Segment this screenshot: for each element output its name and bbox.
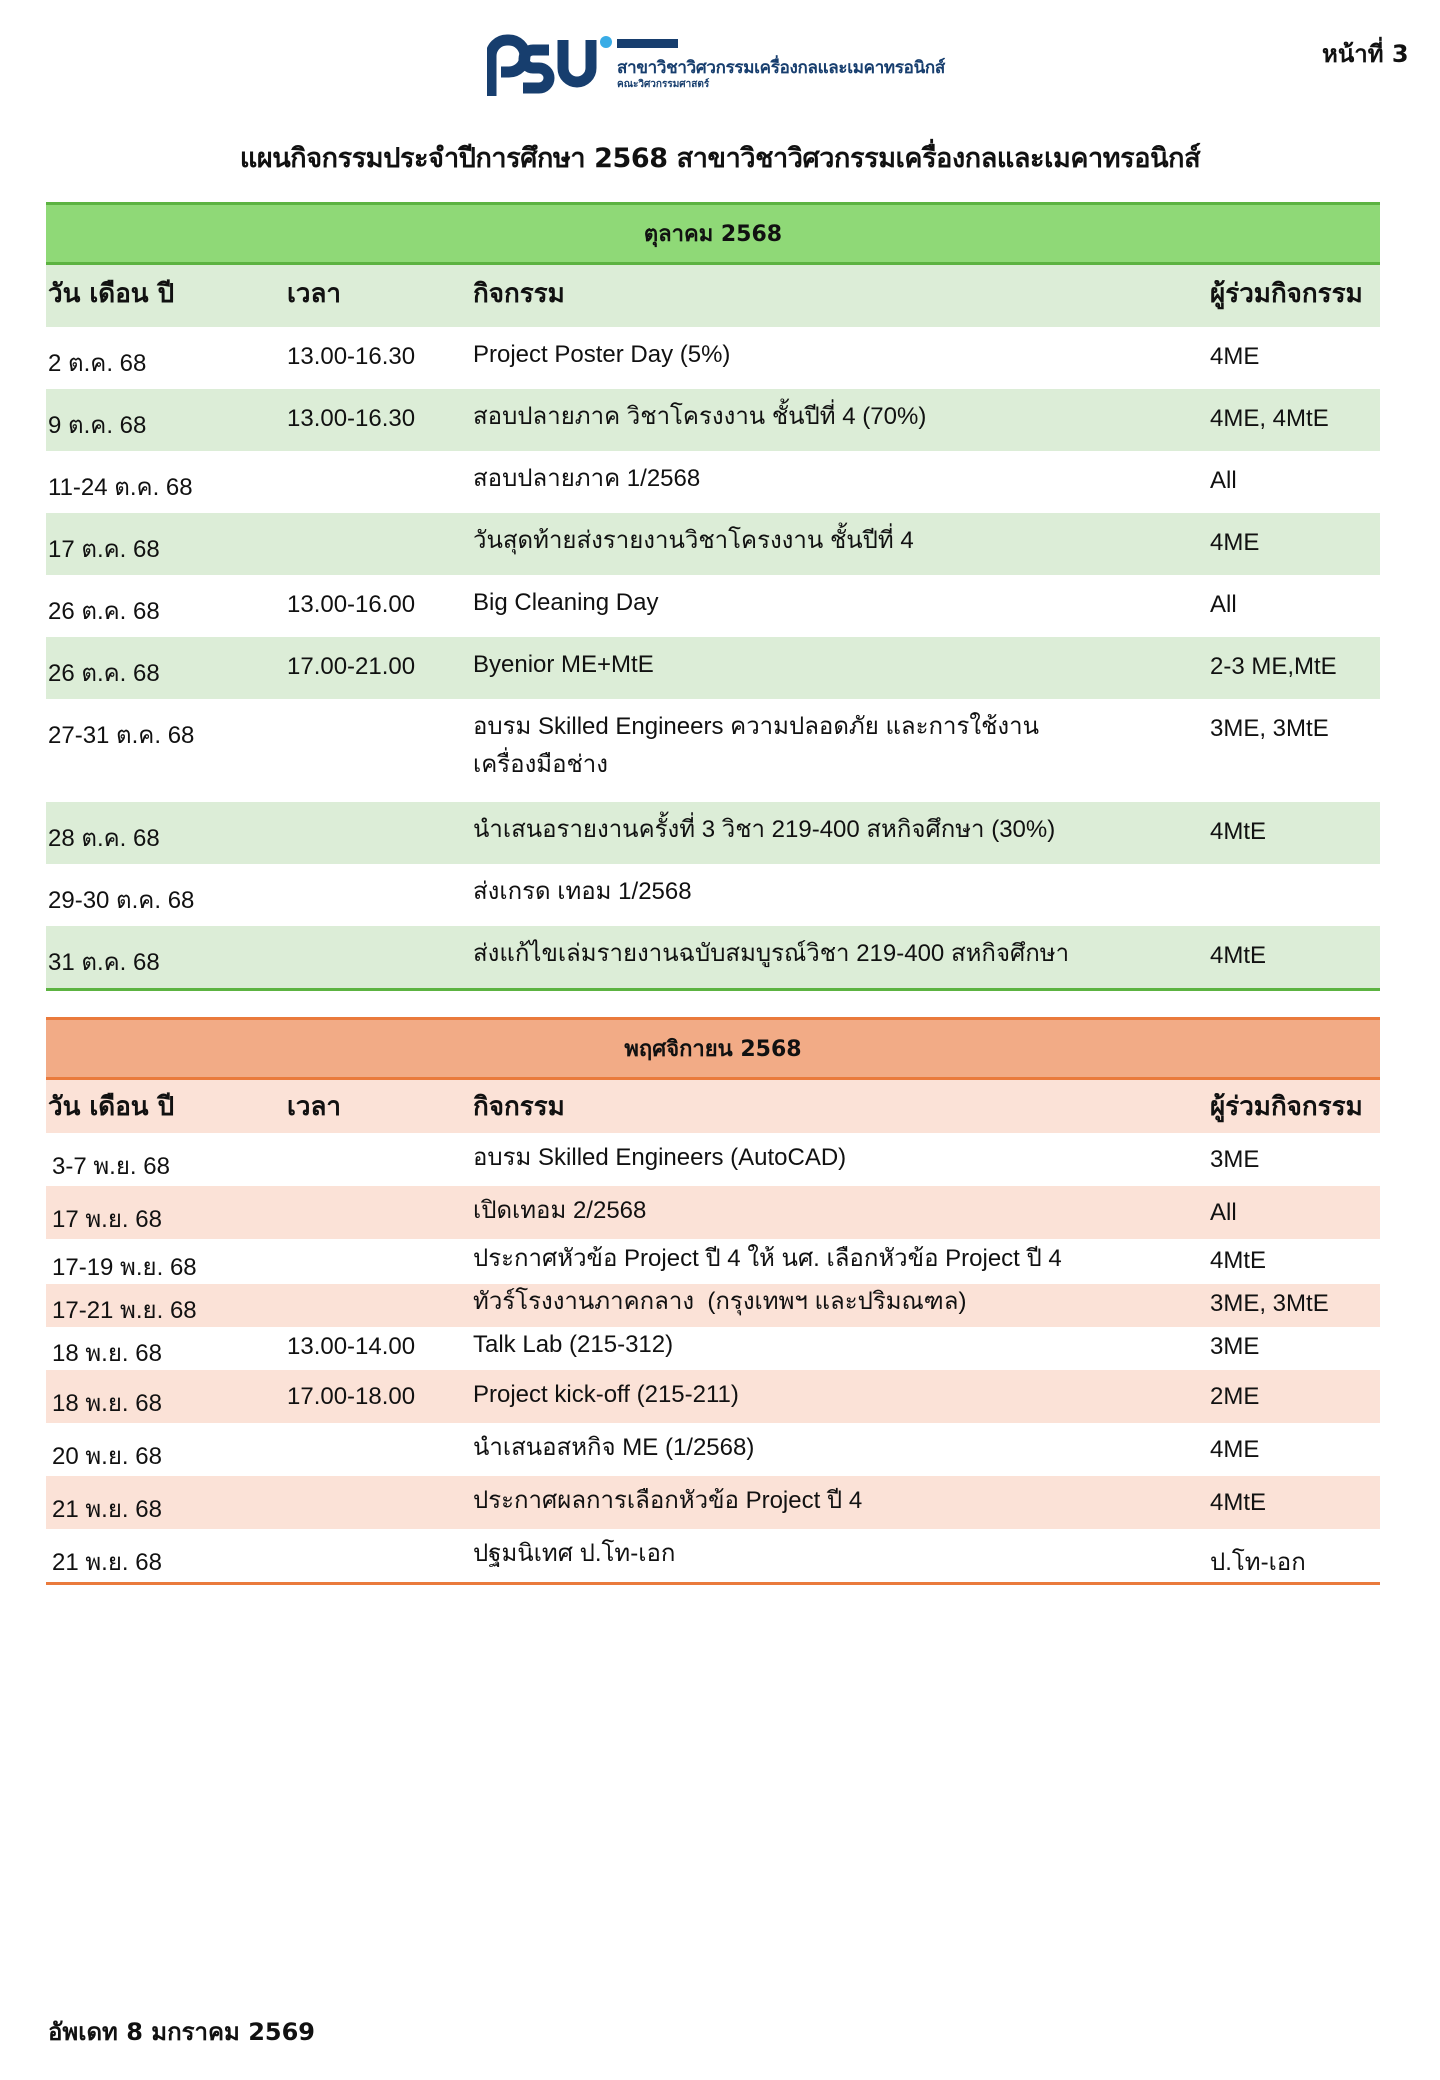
col-date: วัน เดือน ปี <box>48 1092 175 1122</box>
table-bottom-border <box>46 988 1380 991</box>
document-title: แผนกิจกรรมประจำปีการศึกษา 2568 สาขาวิชาวิศวกรรมเครื่องกลและเมคาทรอนิกส์ <box>239 143 1201 174</box>
table-row <box>46 513 1380 575</box>
row-participants: 4MtE <box>1210 818 1267 845</box>
row-participants: ป.โท-เอก <box>1210 1549 1306 1576</box>
row-time: 13.00-16.00 <box>287 591 416 618</box>
row-activity: อบรม Skilled Engineers ความปลอดภัย และการใช้งาน เครื่องมือช่าง <box>473 713 1040 778</box>
table-row <box>46 637 1380 699</box>
row-activity: ส่งแก้ไขเล่มรายงานฉบับสมบูรณ์วิชา 219-400 สหกิจศึกษา <box>473 940 1070 967</box>
table-row <box>46 1476 1380 1529</box>
row-participants: 4MtE <box>1210 942 1267 969</box>
row-activity: นำเสนอสหกิจ ME (1/2568) <box>473 1434 755 1461</box>
row-date: 17 ต.ค. 68 <box>48 536 160 563</box>
row-activity: ปฐมนิเทศ ป.โท-เอก <box>473 1540 676 1567</box>
row-date: 18 พ.ย. 68 <box>52 1340 162 1367</box>
table-row <box>46 1239 1380 1284</box>
row-participants: 2ME <box>1210 1383 1260 1410</box>
row-participants: 3ME, 3MtE <box>1210 715 1329 742</box>
row-participants: 4ME <box>1210 1436 1260 1463</box>
table-row <box>46 699 1380 802</box>
page-number: หน้าที่ 3 <box>1322 40 1409 68</box>
row-date: 2 ต.ค. 68 <box>48 350 147 377</box>
row-activity: ประกาศผลการเลือกหัวข้อ Project ปี 4 <box>473 1487 863 1514</box>
row-time: 17.00-18.00 <box>287 1383 416 1410</box>
col-activity: กิจกรรม <box>473 279 565 309</box>
row-activity: วันสุดท้ายส่งรายงานวิชาโครงงาน ชั้นปีที่ 4 <box>473 527 914 554</box>
row-participants: 3ME <box>1210 1333 1260 1360</box>
row-activity: สอบปลายภาค วิชาโครงงาน ชั้นปีที่ 4 (70%) <box>473 403 927 430</box>
row-time: 13.00-14.00 <box>287 1333 416 1360</box>
col-time: เวลา <box>287 1092 342 1122</box>
row-participants: 3ME, 3MtE <box>1210 1290 1329 1317</box>
row-activity: Project Poster Day (5%) <box>473 341 731 368</box>
col-date: วัน เดือน ปี <box>48 279 175 309</box>
table-row <box>46 802 1380 864</box>
table-row <box>46 1284 1380 1327</box>
row-participants: 4ME <box>1210 529 1260 556</box>
logo-faculty: คณะวิศวกรรมศาสตร์ <box>617 79 710 90</box>
update-date: อัพเดท 8 มกราคม 2569 <box>48 2018 315 2046</box>
row-date: 18 พ.ย. 68 <box>52 1390 162 1417</box>
row-date: 17 พ.ย. 68 <box>52 1206 162 1233</box>
col-time: เวลา <box>287 279 342 309</box>
row-activity: Big Cleaning Day <box>473 589 659 616</box>
row-date: 28 ต.ค. 68 <box>48 825 160 852</box>
row-activity: สอบปลายภาค 1/2568 <box>473 465 701 492</box>
logo-department: สาขาวิชาวิศวกรรมเครื่องกลและเมคาทรอนิกส์ <box>617 58 945 78</box>
row-activity: เปิดเทอม 2/2568 <box>473 1197 647 1224</box>
row-participants: 3ME <box>1210 1146 1260 1173</box>
row-date: 27-31 ต.ค. 68 <box>48 722 195 749</box>
table-row <box>46 1423 1380 1476</box>
row-date: 26 ต.ค. 68 <box>48 598 160 625</box>
row-activity: Byenior ME+MtE <box>473 651 654 678</box>
row-date: 17-21 พ.ย. 68 <box>52 1297 197 1324</box>
row-participants: All <box>1210 591 1237 618</box>
row-date: 21 พ.ย. 68 <box>52 1549 162 1576</box>
row-activity: ส่งเกรด เทอม 1/2568 <box>473 878 692 905</box>
table-row <box>46 1133 1380 1186</box>
row-time: 13.00-16.30 <box>287 405 416 432</box>
row-activity: นำเสนอรายงานครั้งที่ 3 วิชา 219-400 สหกิจศึกษา (30%) <box>473 816 1056 843</box>
table-row <box>46 389 1380 451</box>
psu-logo-mark-icon <box>487 34 617 108</box>
row-date: 31 ต.ค. 68 <box>48 949 160 976</box>
october-table <box>46 202 1380 991</box>
row-participants: 4ME <box>1210 343 1260 370</box>
psu-logo <box>487 34 967 108</box>
table-bottom-border <box>46 1582 1380 1585</box>
col-participants: ผู้ร่วมกิจกรรม <box>1210 279 1363 309</box>
table-row <box>46 1370 1380 1423</box>
column-headers <box>46 1080 1380 1133</box>
row-date: 26 ต.ค. 68 <box>48 660 160 687</box>
table-row <box>46 1529 1380 1582</box>
november-table <box>46 1017 1380 1585</box>
col-activity: กิจกรรม <box>473 1092 565 1122</box>
col-participants: ผู้ร่วมกิจกรรม <box>1210 1092 1363 1122</box>
table-row <box>46 451 1380 513</box>
logo-bar <box>617 39 678 48</box>
row-date: 9 ต.ค. 68 <box>48 412 147 439</box>
table-row <box>46 926 1380 988</box>
row-participants: All <box>1210 467 1237 494</box>
row-date: 29-30 ต.ค. 68 <box>48 887 195 914</box>
month-header: ตุลาคม 2568 <box>46 202 1380 265</box>
row-participants: 4MtE <box>1210 1247 1267 1274</box>
row-participants: 4MtE <box>1210 1489 1267 1516</box>
row-date: 11-24 ต.ค. 68 <box>48 474 193 501</box>
row-date: 17-19 พ.ย. 68 <box>52 1254 197 1281</box>
table-row <box>46 864 1380 926</box>
month-header: พฤศจิกายน 2568 <box>46 1017 1380 1080</box>
row-time: 17.00-21.00 <box>287 653 416 680</box>
row-activity: อบรม Skilled Engineers (AutoCAD) <box>473 1144 847 1171</box>
row-time: 13.00-16.30 <box>287 343 416 370</box>
row-participants: All <box>1210 1199 1237 1226</box>
row-date: 3-7 พ.ย. 68 <box>52 1153 170 1180</box>
row-date: 20 พ.ย. 68 <box>52 1443 162 1470</box>
row-activity: Project kick-off (215-211) <box>473 1381 739 1408</box>
row-activity: ทัวร์โรงงานภาคกลาง (กรุงเทพฯ และปริมณฑล) <box>473 1288 967 1315</box>
table-row <box>46 1186 1380 1239</box>
table-row <box>46 1327 1380 1370</box>
row-participants: 2-3 ME,MtE <box>1210 653 1337 680</box>
row-date: 21 พ.ย. 68 <box>52 1496 162 1523</box>
table-row <box>46 327 1380 389</box>
row-activity: ประกาศหัวข้อ Project ปี 4 ให้ นศ. เลือกหัวข้อ Project ปี 4 <box>473 1245 1062 1272</box>
table-row <box>46 575 1380 637</box>
row-activity: Talk Lab (215-312) <box>473 1331 674 1358</box>
column-headers <box>46 265 1380 327</box>
row-participants: 4ME, 4MtE <box>1210 405 1329 432</box>
